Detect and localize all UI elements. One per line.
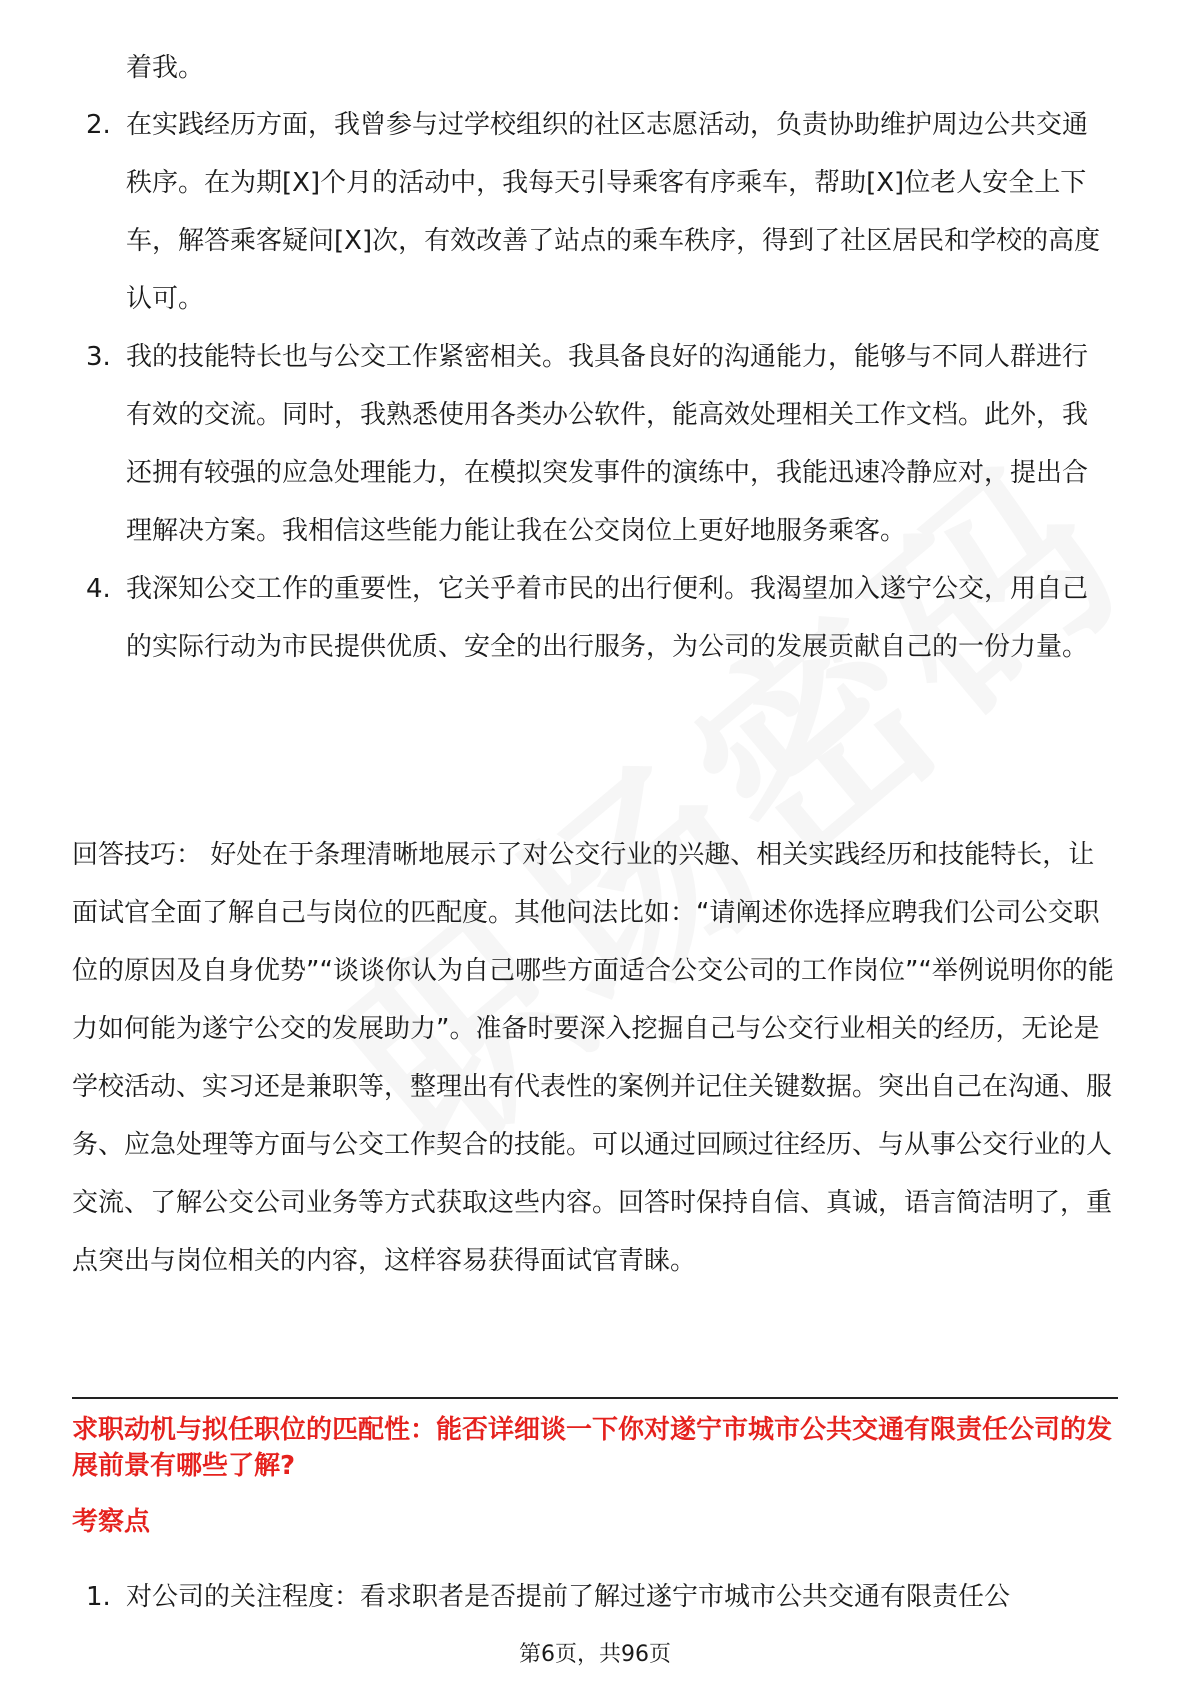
section-divider: [72, 1397, 1118, 1399]
question-heading: 求职动机与拟任职位的匹配性：能否详细谈一下你对遂宁市城市公共交通有限责任公司的发展前景有哪些了解?: [72, 1415, 1113, 1481]
page-number-footer: 第6页，共96页: [519, 1642, 671, 1667]
assessment-list: [72, 1568, 1102, 1626]
list-item-text: 在实践经历方面，我曾参与过学校组织的社区志愿活动，负责协助维护周边公共交通秩序。在为期[X]个月的活动中，我每天引导乘客有序乘车，帮助[X]位老人安全上下车，解答乘客疑问[X]次，有效改善了站点的乘车秩序，得到了社区居民和学校的高度认可。: [126, 110, 1101, 314]
list-item-number: 4.: [86, 574, 111, 604]
list-item: [72, 1568, 1102, 1626]
list-item: [72, 328, 1102, 560]
answer-list: [72, 96, 1102, 676]
list-item-number: 3.: [86, 342, 111, 372]
list-item-text: 我深知公交工作的重要性，它关乎着市民的出行便利。我渴望加入遂宁公交，用自己的实际行动为市民提供优质、安全的出行服务，为公司的发展贡献自己的一份力量。: [126, 574, 1089, 662]
list-item: [72, 560, 1102, 676]
list-item-text: 对公司的关注程度：看求职者是否提前了解过遂宁市城市公共交通有限责任公: [126, 1582, 1011, 1612]
list-item-text: 我的技能特长也与公交工作紧密相关。我具备良好的沟通能力，能够与不同人群进行有效的交流。同时，我熟悉使用各类办公软件，能高效处理相关工作文档。此外，我还拥有较强的应急处理能力，在模拟突发事件的演练中，我能迅速冷静应对，提出合理解决方案。我相信这些能力能让我在公交岗位上更好地服务乘客。: [126, 342, 1089, 546]
list-item-number: 2.: [86, 110, 111, 140]
list-item-number: 1.: [86, 1582, 111, 1612]
answer-tips-paragraph: 回答技巧： 好处在于条理清晰地展示了对公交行业的兴趣、相关实践经历和技能特长，让面试官全面了解自己与岗位的匹配度。其他问法比如：“请阐述你选择应聘我们公司公交职位的原因及自身优势”“谈谈你认为自己哪些方面适合公交公司的工作岗位”“举例说明你的能力如何能为遂宁公交的发展助力”。准备时要深入挖掘自己与公交行业相关的经历，无论是学校活动、实习还是兼职等，整理出有代表性的案例并记住关键数据。突出自己在沟通、服务、应急处理等方面与公交工作契合的技能。可以通过回顾过往经历、与从事公交行业的人交流、了解公交公司业务等方式获取这些内容。回答时保持自信、真诚，语言简洁明了，重点突出与岗位相关的内容，这样容易获得面试官青睐。: [72, 840, 1114, 1276]
continuation-text: 着我。: [126, 53, 205, 83]
list-item: [72, 96, 1102, 328]
assessment-points-label: 考察点: [72, 1507, 151, 1537]
